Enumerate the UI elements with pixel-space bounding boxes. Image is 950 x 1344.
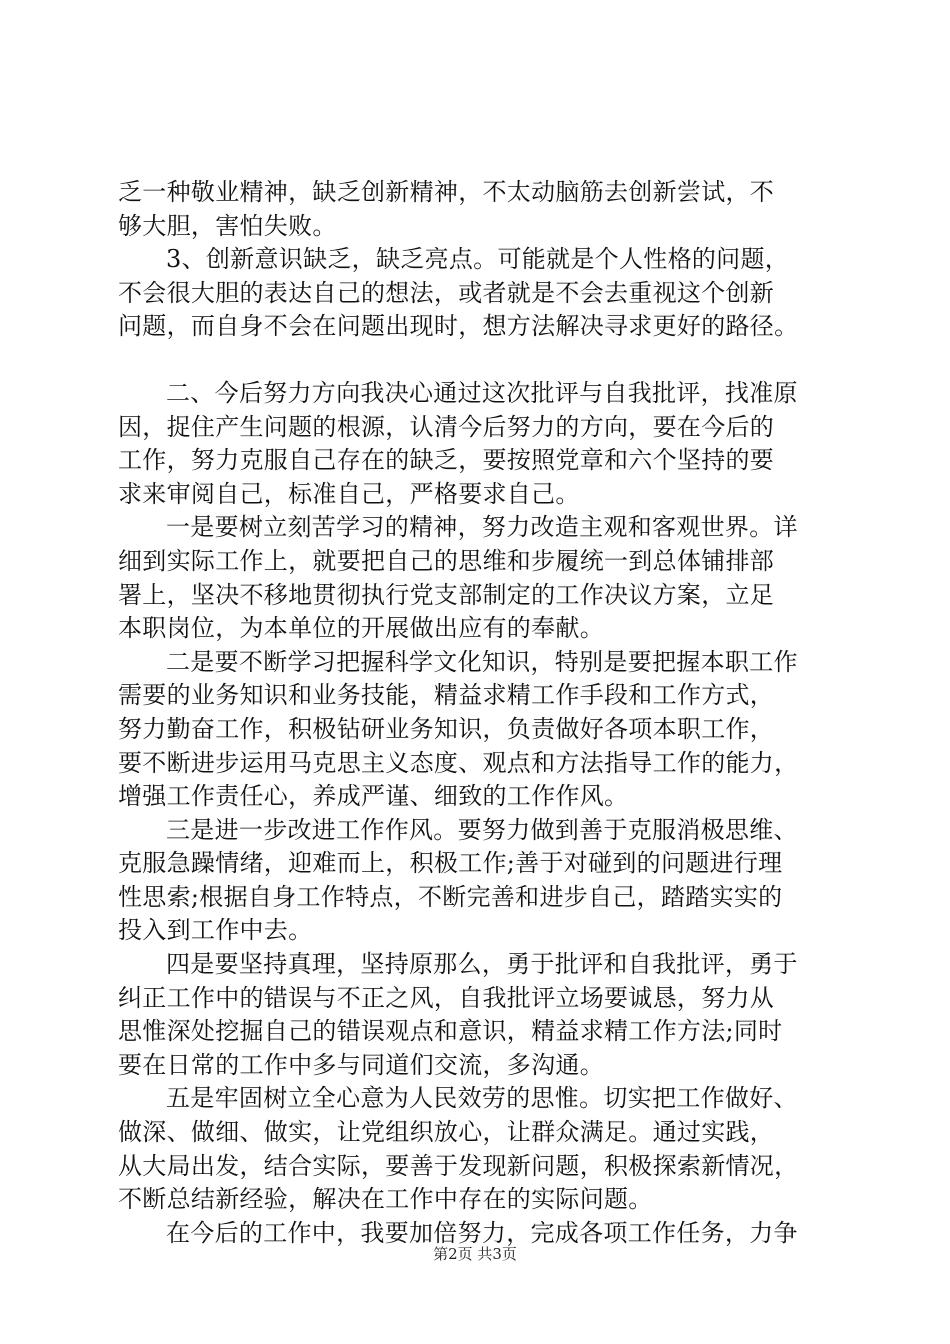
text-line: 不会很大胆的表达自己的想法，或者就是不会去重视这个创新 [118,278,775,307]
text-line: 性思索;根据自身工作特点，不断完善和进步自己，踏踏实实的 [118,882,783,911]
paragraph-gap [118,344,833,377]
text-line: 不断总结新经验，解决在工作中存在的实际问题。 [118,1185,653,1214]
text-line: 做深、做细、做实，让党组织放心，让群众满足。通过实践， [118,1118,775,1147]
text-line: 够大胆，害怕失败。 [118,211,337,240]
text-line: 在今后的工作中，我要加倍努力，完成各项工作任务，力争 [166,1218,798,1247]
text-line: 克服急躁情绪，迎难而上，积极工作;善于对碰到的问题进行理 [118,849,783,878]
text-line: 三是进一步改进工作作风。要努力做到善于克服消极思维、 [166,815,798,844]
text-line: 署上，坚决不移地贯彻执行党支部制定的工作决议方案，立足 [118,580,775,609]
text-line: 思惟深处挖掘自己的错误观点和意识，精益求精工作方法;同时 [118,1017,783,1046]
text-line: 3、创新意识缺乏，缺乏亮点。可能就是个人性格的问题， [166,245,790,274]
text-line: 问题，而自身不会在问题出现时，想方法解决寻求更好的路径。 [118,312,799,341]
document-body [118,176,833,1250]
text-line: 细到实际工作上，就要把自己的思维和步履统一到总体铺排部 [118,546,775,575]
text-line: 努力勤奋工作，积极钻研业务知识，负责做好各项本职工作， [118,714,775,743]
text-line: 工作，努力克服自己存在的缺乏，要按照党章和六个坚持的要 [118,446,775,475]
text-line: 纠正工作中的错误与不正之风，自我批评立场要诚恳，努力从 [118,983,775,1012]
text-line: 增强工作责任心，养成严谨、细致的工作作风。 [118,782,629,811]
text-line: 四是要坚持真理，坚持原那么，勇于批评和自我批评，勇于 [166,950,798,979]
text-line: 一是要树立刻苦学习的精神，努力改造主观和客观世界。详 [166,513,798,542]
text-line: 乏一种敬业精神，缺乏创新精神，不太动脑筋去创新尝试，不 [118,178,775,206]
text-line: 二是要不断学习把握科学文化知识，特别是要把握本职工作 [166,647,798,676]
text-line: 本职岗位，为本单位的开展做出应有的奉献。 [118,614,604,643]
text-line: 因，捉住产生问题的根源，认清今后努力的方向，要在今后的 [118,412,775,441]
text-line: 五是牢固树立全心意为人民效劳的思惟。切实把工作做好、 [166,1084,798,1113]
text-line: 要在日常的工作中多与同道们交流，多沟通。 [118,1050,604,1079]
text-line: 从大局出发，结合实际，要善于发现新问题，积极探索新情况， [118,1151,799,1180]
text-line: 要不断进步运用马克思主义态度、观点和方法指导工作的能力， [118,748,799,777]
page-number-footer: 第2页 共3页 [433,1245,517,1263]
text-line: 求来审阅自己，标准自己，严格要求自己。 [118,479,580,508]
text-line: 投入到工作中去。 [118,916,313,945]
text-line: 需要的业务知识和业务技能，精益求精工作手段和工作方式， [118,681,775,710]
text-line: 二、今后努力方向我决心通过这次批评与自我批评，找准原 [166,378,798,407]
